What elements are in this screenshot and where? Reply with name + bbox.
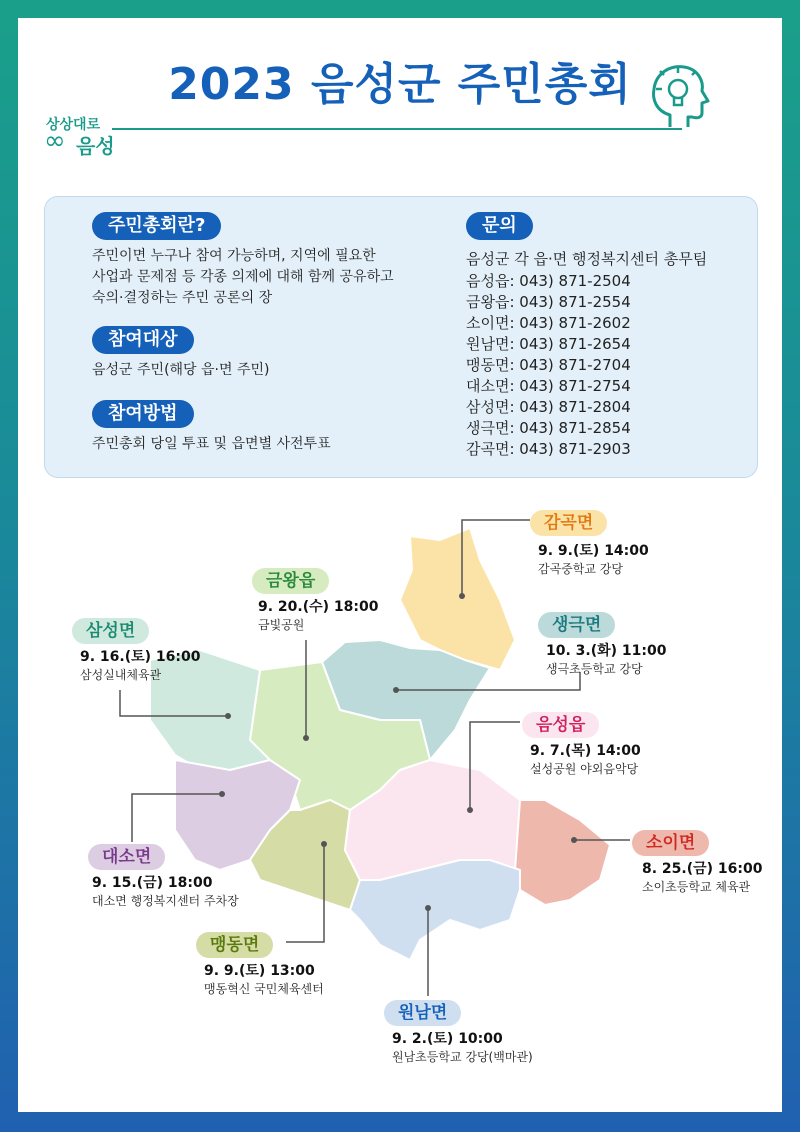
target-label: 참여대상 <box>92 326 194 354</box>
about-line: 주민이면 누구나 참여 가능하며, 지역에 필요한 <box>92 248 376 264</box>
about-line: 사업과 문제점 등 각종 의제에 대해 함께 공유하고 <box>92 269 394 285</box>
logo-name: 음성 <box>76 134 115 158</box>
region-date-eumseong: 9. 7.(목) 14:00 <box>530 743 641 759</box>
region-date-gamgok: 9. 9.(토) 14:00 <box>538 543 649 559</box>
region-date-geumwang: 9. 20.(수) 18:00 <box>258 599 379 615</box>
marker-gamgok <box>459 593 465 599</box>
contact-heading: 음성군 각 읍·면 행정복지센터 총무팀 <box>466 250 708 268</box>
region-place-eumseong: 설성공원 야외음악당 <box>530 762 639 776</box>
contact-item: 대소면: 043) 871-2754 <box>466 377 631 395</box>
region-place-maengdong: 맹동혁신 국민체육센터 <box>204 982 324 996</box>
contact-item: 맹동면: 043) 871-2704 <box>466 356 631 374</box>
contact-item: 생극면: 043) 871-2854 <box>466 419 631 437</box>
marker-soi <box>571 837 577 843</box>
region-samseong <box>150 650 270 770</box>
region-place-samseong: 삼성실내체육관 <box>80 668 162 682</box>
region-label-wonnam: 원남면 <box>384 1000 461 1026</box>
about-line: 숙의·결정하는 주민 공론의 장 <box>92 290 273 306</box>
region-date-saenggeuk: 10. 3.(화) 11:00 <box>546 643 667 659</box>
about-label: 주민총회란? <box>92 212 221 240</box>
region-date-maengdong: 9. 9.(토) 13:00 <box>204 963 315 979</box>
contact-item: 삼성면: 043) 871-2804 <box>466 398 631 416</box>
marker-geumwang <box>303 735 309 741</box>
region-label-saenggeuk: 생극면 <box>538 612 615 638</box>
logo-slogan: 상상대로 <box>46 117 101 133</box>
contact-item: 소이면: 043) 871-2602 <box>466 314 631 332</box>
region-place-daeso: 대소면 행정복지센터 주차장 <box>92 894 239 908</box>
region-date-wonnam: 9. 2.(토) 10:00 <box>392 1031 503 1047</box>
region-label-maengdong: 맹동면 <box>196 932 273 958</box>
region-date-soi: 8. 25.(금) 16:00 <box>642 861 763 877</box>
region-date-samseong: 9. 16.(토) 16:00 <box>80 649 201 665</box>
method-text: 주민총회 당일 투표 및 읍면별 사전투표 <box>92 436 331 452</box>
region-place-soi: 소이초등학교 체육관 <box>642 880 751 894</box>
region-label-gamgok: 감곡면 <box>530 510 607 536</box>
region-place-wonnam: 원남초등학교 강당(백마관) <box>392 1050 533 1064</box>
marker-wonnam <box>425 905 431 911</box>
marker-samseong <box>225 713 231 719</box>
region-place-saenggeuk: 생극초등학교 강당 <box>546 662 643 676</box>
page-title: 2023 음성군 주민총회 <box>168 59 632 110</box>
contact-item: 금왕읍: 043) 871-2554 <box>466 293 631 311</box>
region-label-geumwang: 금왕읍 <box>252 568 329 594</box>
region-label-samseong: 삼성면 <box>72 618 149 644</box>
marker-eumseong <box>467 807 473 813</box>
contact-item: 음성읍: 043) 871-2504 <box>466 272 631 290</box>
marker-saenggeuk <box>393 687 399 693</box>
region-label-soi: 소이면 <box>632 830 709 856</box>
region-label-daeso: 대소면 <box>88 844 165 870</box>
contact-item: 원남면: 043) 871-2654 <box>466 335 631 353</box>
region-label-eumseong: 음성읍 <box>522 712 599 738</box>
region-place-gamgok: 감곡중학교 강당 <box>538 562 623 576</box>
region-date-daeso: 9. 15.(금) 18:00 <box>92 875 213 891</box>
target-text: 음성군 주민(해당 읍·면 주민) <box>92 362 270 378</box>
region-place-geumwang: 금빛공원 <box>258 618 305 632</box>
marker-daeso <box>219 791 225 797</box>
contact-label: 문의 <box>466 212 533 240</box>
region-soi <box>515 800 610 905</box>
logo-infinity: ∞ <box>44 126 66 156</box>
method-label: 참여방법 <box>92 400 194 428</box>
contact-item: 감곡면: 043) 871-2903 <box>466 440 631 458</box>
marker-maengdong <box>321 841 327 847</box>
